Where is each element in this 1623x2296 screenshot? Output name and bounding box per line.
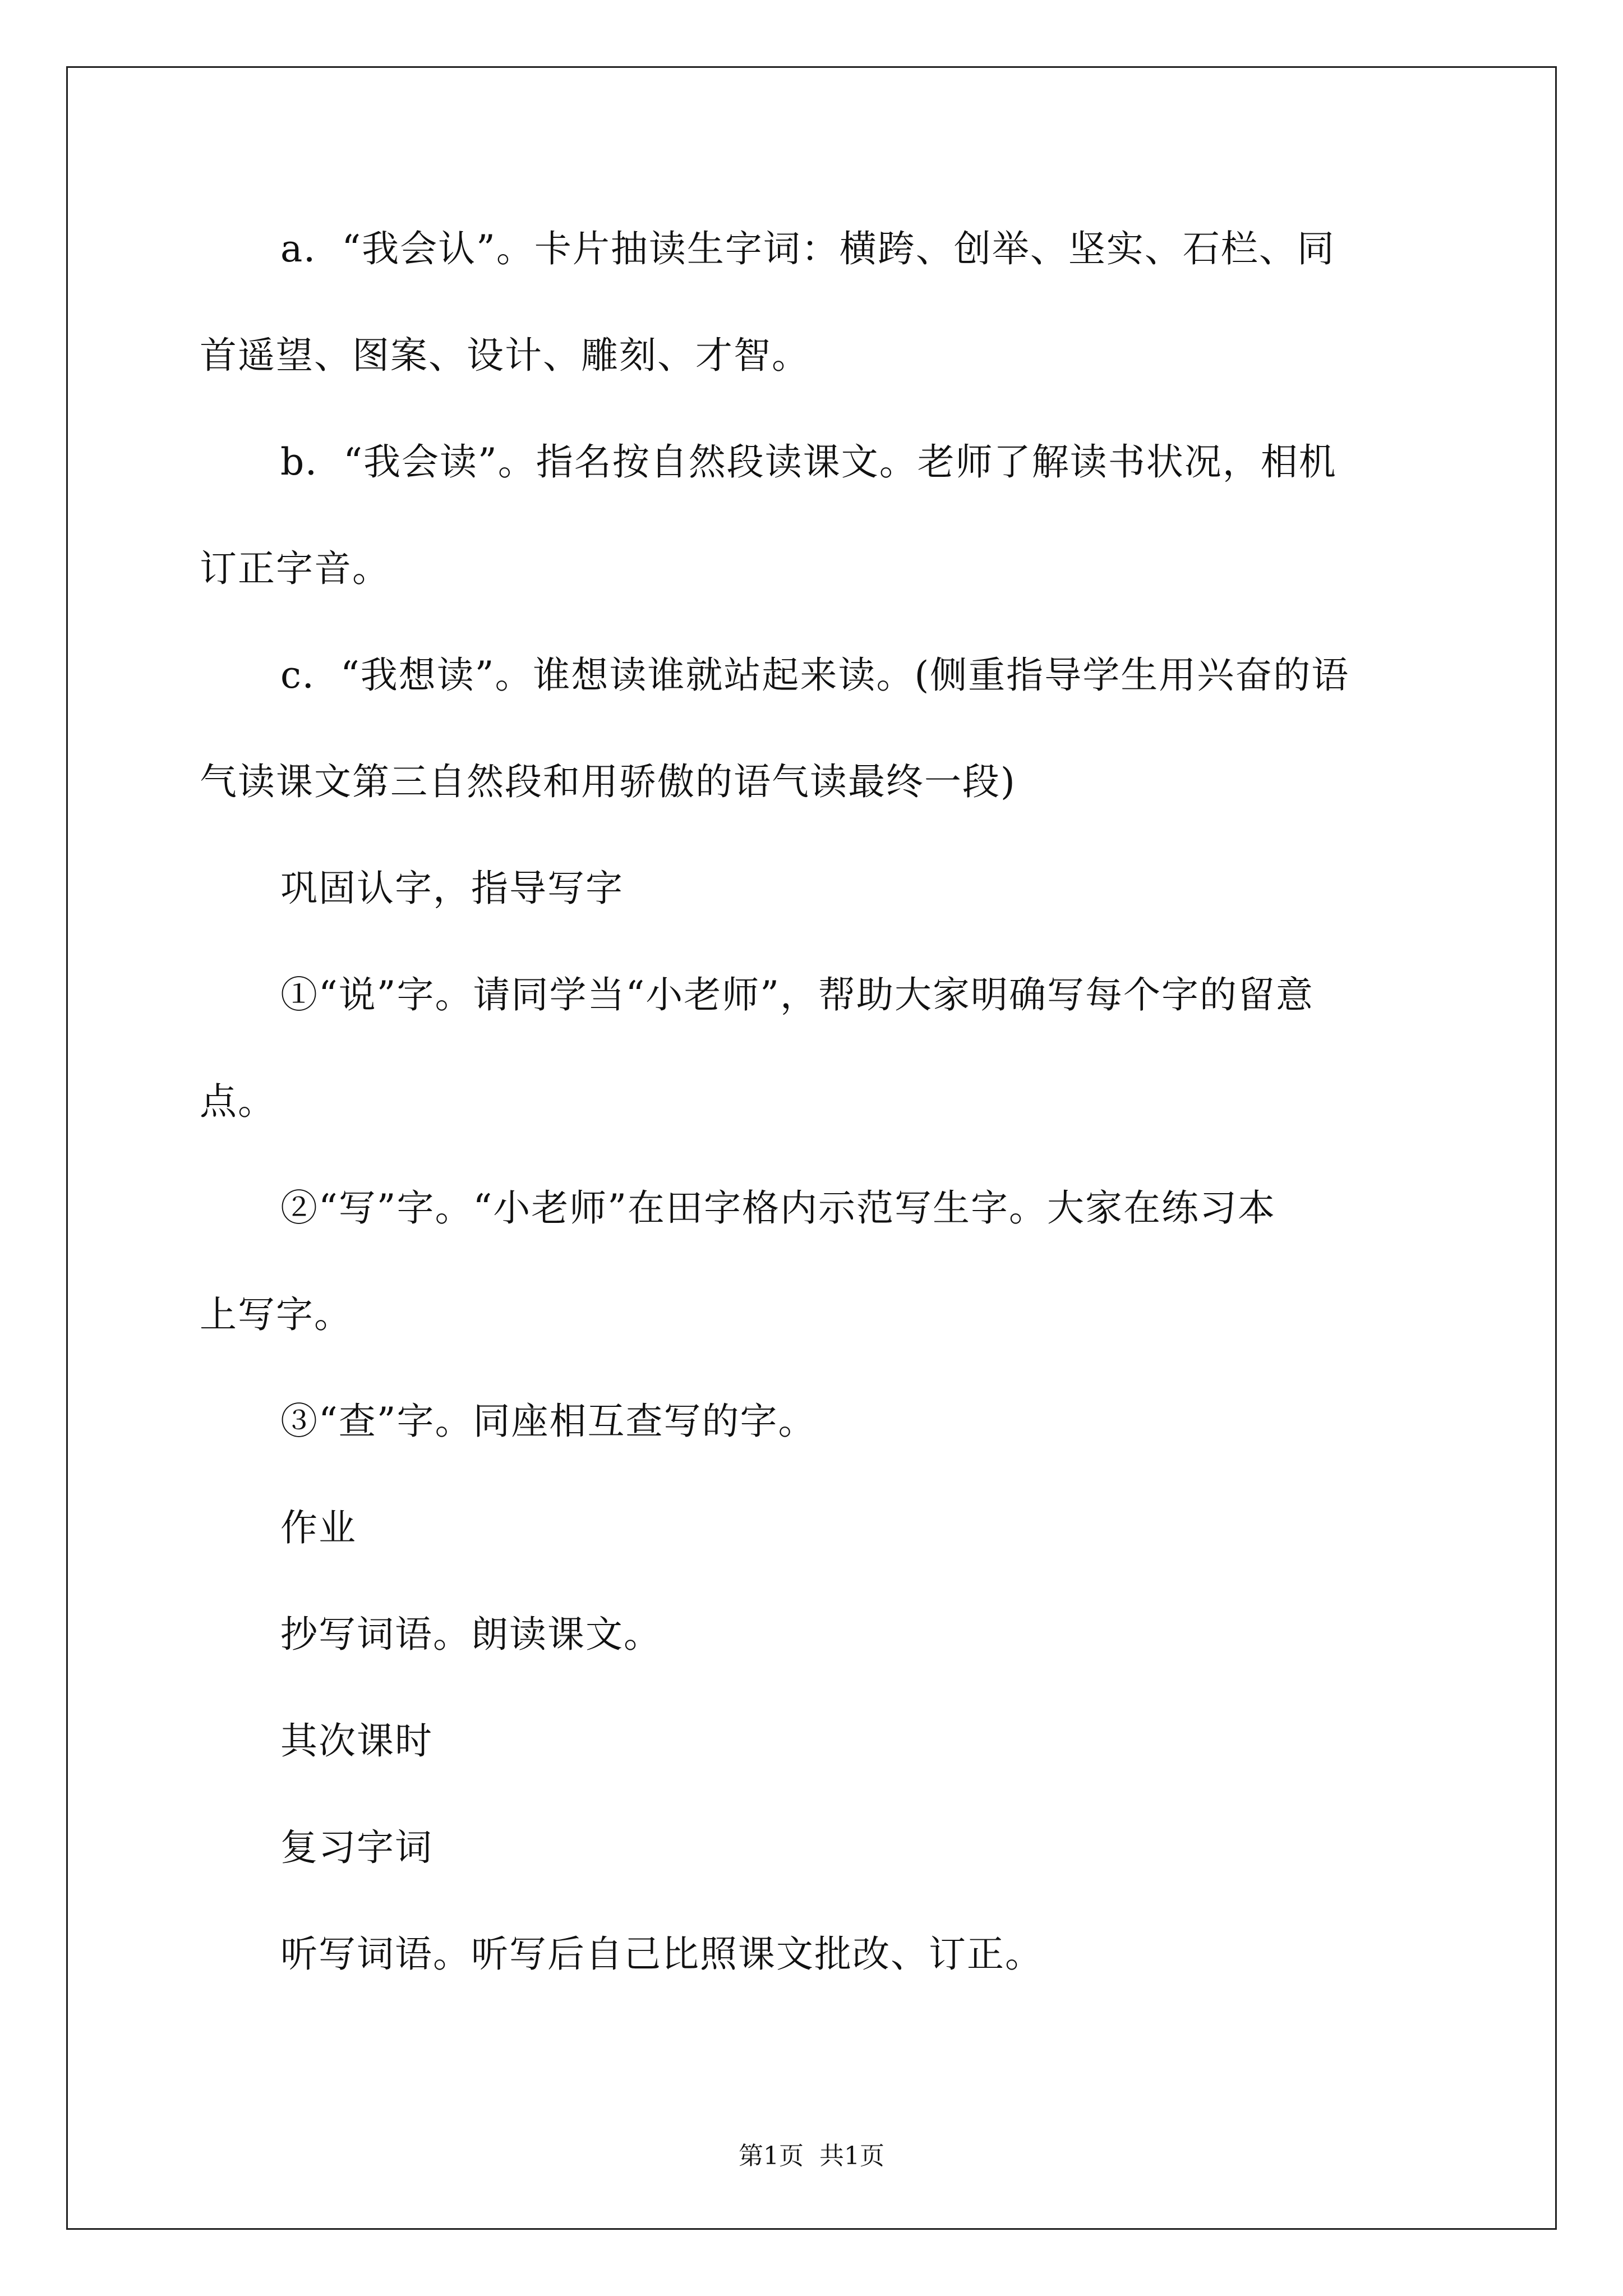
text-line: 听写词语。听写后自己比照课文批改、订正。 — [280, 1932, 1043, 1976]
text-line: 点。 — [200, 1080, 276, 1123]
text-line: 气读课文第三自然段和用骄傲的语气读最终一段) — [200, 760, 1016, 803]
page-footer — [0, 2141, 1623, 2172]
page-border — [66, 66, 1557, 2230]
text-line: 抄写词语。朗读课文。 — [280, 1613, 662, 1656]
page-number: 第1页 — [739, 2142, 804, 2170]
text-line: a．“我会认”。卡片抽读生字词：横跨、创举、坚实、石栏、同 — [280, 227, 1335, 270]
text-line: c．“我想读”。谁想读谁就站起来读。(侧重指导学生用兴奋的语 — [280, 654, 1350, 697]
text-line: ②“写”字。“小老师”在田字格内示范写生字。大家在练习本 — [280, 1186, 1276, 1230]
text-line: 订正字音。 — [200, 547, 390, 590]
section-heading: 巩固认字，指导写字 — [280, 867, 624, 910]
section-heading: 其次课时 — [280, 1719, 433, 1763]
page-total: 共1页 — [819, 2142, 884, 2170]
text-line: 上写字。 — [200, 1293, 352, 1336]
text-line: ①“说”字。请同学当“小老师”，帮助大家明确写每个字的留意 — [280, 973, 1314, 1016]
section-heading: 作业 — [280, 1506, 357, 1549]
text-line: 首遥望、图案、设计、雕刻、才智。 — [200, 334, 810, 377]
text-line: ③“查”字。同座相互查写的字。 — [280, 1400, 817, 1443]
section-heading: 复习字词 — [280, 1826, 433, 1869]
text-line: b．“我会读”。指名按自然段读课文。老师了解读书状况，相机 — [280, 440, 1337, 484]
